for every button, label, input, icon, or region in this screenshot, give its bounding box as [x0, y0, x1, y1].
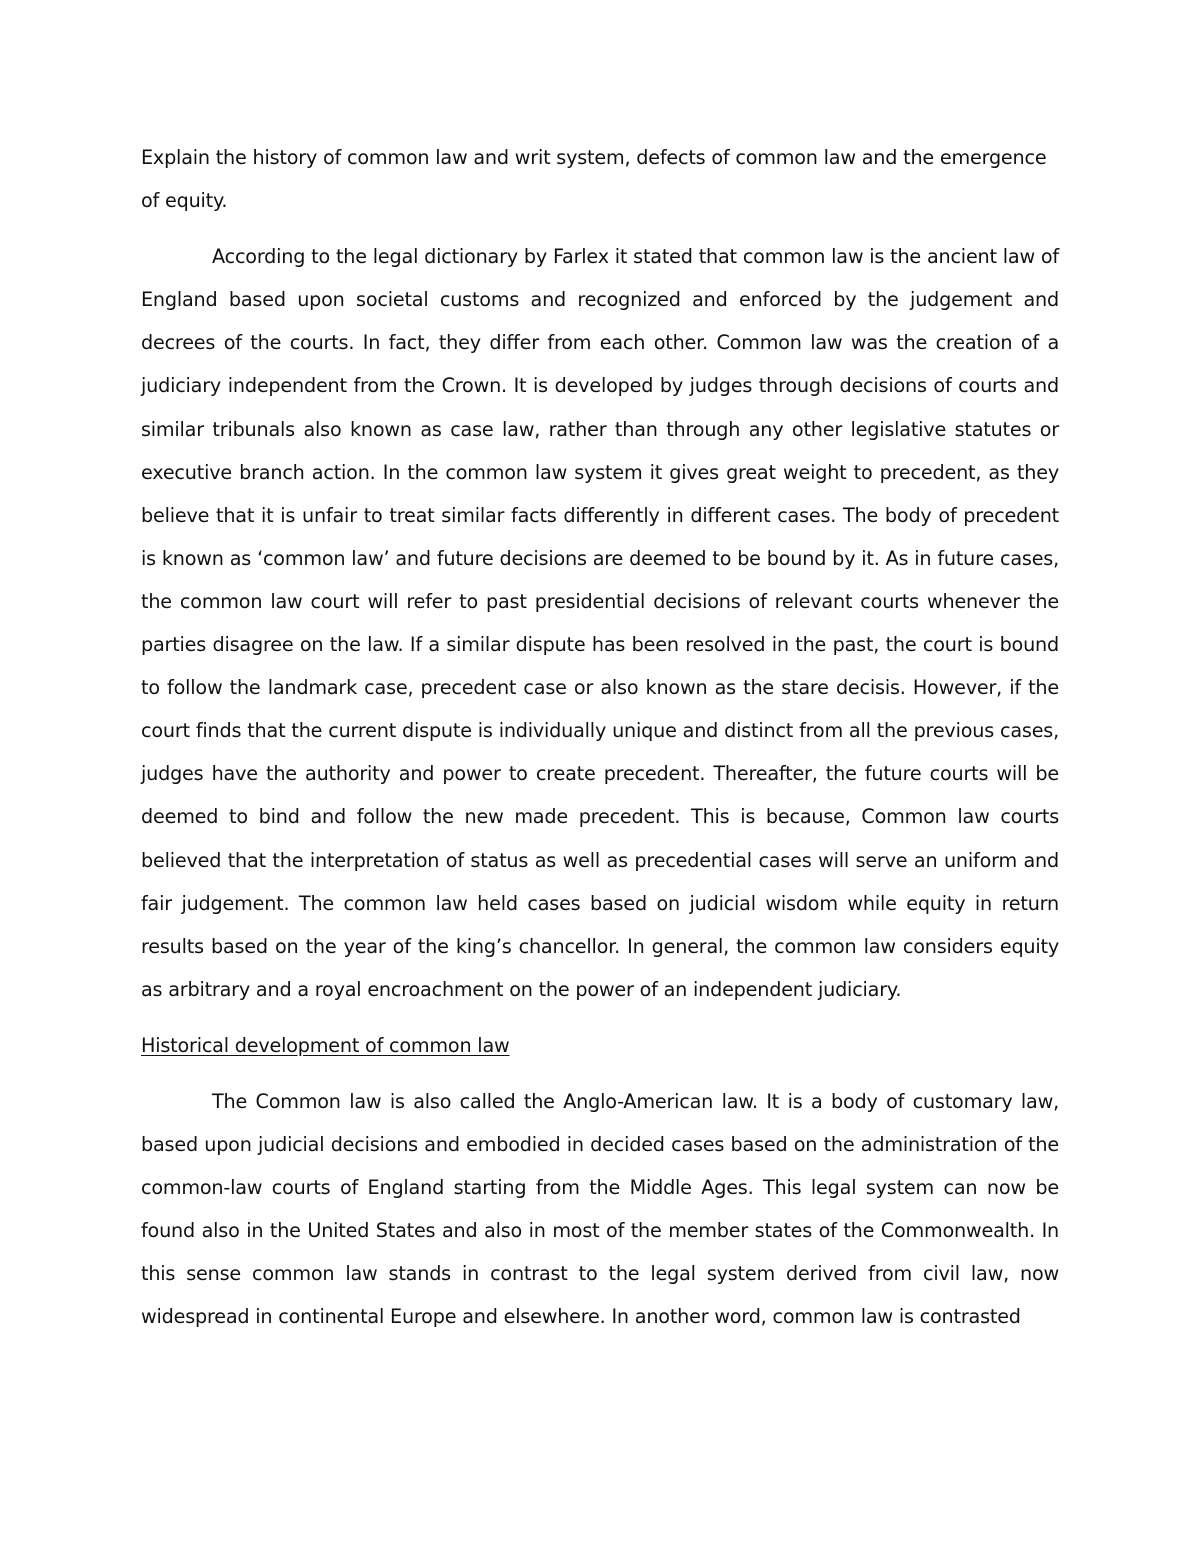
section-heading: Historical development of common law	[141, 1033, 510, 1057]
paragraph-definition: According to the legal dictionary by Farlex it stated that common law is the ancient law of England based upon societal customs and recognized and enforced by the judgement and decrees of the courts. In fact, they differ from each other. Common law was the creation of a judiciary independent from the Crown. It is developed by judges through decisions of courts and similar tribunals also known as case law, rather than through any other legislative statutes or executive branch action. In the common law system it gives great weight to precedent, as they believe that it is unfair to treat similar facts differently in different cases. The body of precedent is known as ‘common law’ and future decisions are deemed to be bound by it. As in future cases, the common law court will refer to past presidential decisions of relevant courts whenever the parties disagree on the law. If a similar dispute has been resolved in the past, the court is bound to follow the landmark case, precedent case or also known as the stare decisis. However, if the court finds that the current dispute is individually unique and distinct from all the previous cases, judges have the authority and power to create precedent. Thereafter, the future courts will be deemed to bind and follow the new made precedent. This is because, Common law courts believed that the interpretation of status as well as precedential cases will serve an uniform and fair judgement. The common law held cases based on judicial wisdom while equity in return results based on the year of the king’s chancellor. In general, the common law considers equity as arbitrary and a royal encroachment on the power of an independent judiciary.	[141, 245, 1059, 1001]
question-prompt: Explain the history of common law and writ system, defects of common law and the emergence of equity.	[141, 146, 1047, 213]
document-body	[141, 136, 1059, 1352]
paragraph-history: The Common law is also called the Anglo-American law. It is a body of customary law, based upon judicial decisions and embodied in decided cases based on the administration of the common-law courts of England starting from the Middle Ages. This legal system can now be found also in the United States and also in most of the member states of the Commonwealth. In this sense common law stands in contrast to the legal system derived from civil law, now widespread in continental Europe and elsewhere. In another word, common law is contrasted	[141, 1089, 1059, 1329]
